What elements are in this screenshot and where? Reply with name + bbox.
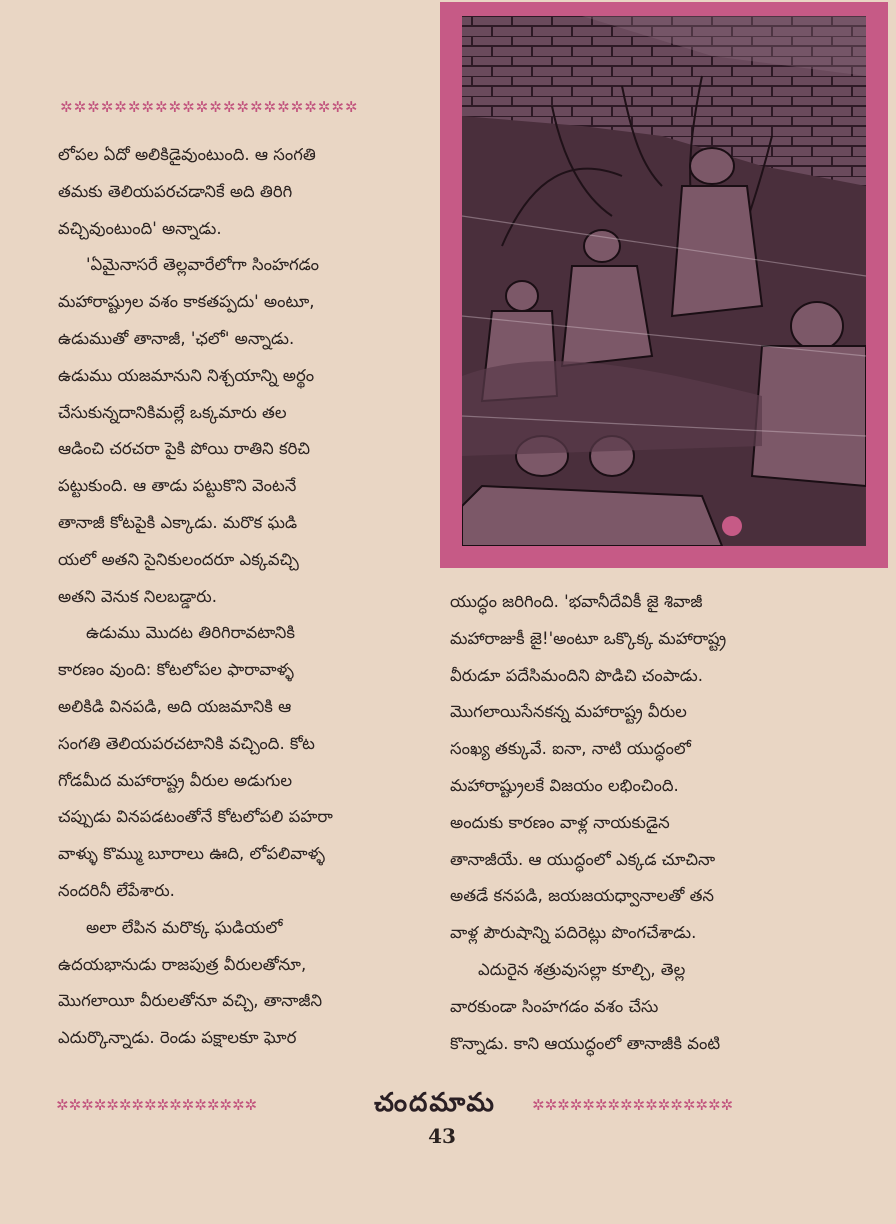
text-line: 'ఏమైనాసరే తెల్లవారేలోగా సింహగడం bbox=[86, 255, 319, 275]
illustration-frame bbox=[440, 2, 888, 568]
text-line: వీరుడూ పదేసిమందిని పొడిచి చంపాడు. bbox=[450, 665, 703, 685]
text-line: వచ్చివుంటుంది' అన్నాడు. bbox=[58, 218, 222, 238]
text-line: మహారాష్ట్రులకే విజయం లభించింది. bbox=[450, 775, 679, 795]
top-ornament-border: ✲✲✲✲✲✲✲✲✲✲✲✲✲✲✲✲✲✲✲✲✲✲ bbox=[60, 98, 359, 116]
text-line: ఉడుము యజమానుని నిశ్చయాన్ని అర్థం bbox=[58, 365, 315, 385]
text-line: వాళ్ల పౌరుషాన్ని పదిరెట్లు పొంగచేశాడు. bbox=[450, 923, 697, 943]
battle-illustration bbox=[462, 16, 866, 546]
text-line: యుద్ధం జరిగింది. 'భవానీదేవికీ జై శివాజీ bbox=[450, 592, 703, 611]
text-line: లోపల ఏదో అలికిడైవుంటుంది. ఆ సంగతి bbox=[58, 145, 316, 164]
text-line: వాళ్ళు కొమ్ము బూరాలు ఊది, లోపలివాళ్ళ bbox=[58, 844, 326, 864]
text-line: తానాజీ కోటపైకి ఎక్కాడు. మరొక ఘడి bbox=[58, 512, 298, 532]
text-line: వారకుండా సింహగడం వశం చేసు bbox=[450, 996, 659, 1016]
text-line: అలా లేపిన మరొక్క ఘడియలో bbox=[86, 917, 283, 937]
text-line: యలో అతని సైనికులందరూ ఎక్కవచ్చి bbox=[58, 549, 299, 569]
text-line: అతడే కనపడి, జయజయధ్వానాలతో తన bbox=[450, 886, 715, 906]
text-line: తానాజీయే. ఆ యుద్ధంలో ఎక్కడ చూచినా bbox=[450, 849, 716, 869]
text-line: కారణం వుంది: కోటలోపల ఫారావాళ్ళ bbox=[58, 660, 294, 680]
text-line: పట్టుకుంది. ఆ తాడు పట్టుకొని వెంటనే bbox=[58, 476, 297, 496]
text-line: చప్పుడు వినపడటంతోనే కోటలోపలి పహరా bbox=[58, 807, 333, 827]
page-footer bbox=[56, 1088, 816, 1128]
battle-scene-image bbox=[462, 16, 866, 546]
footer-ornament-left: ✲✲✲✲✲✲✲✲✲✲✲✲✲✲✲✲ bbox=[56, 1096, 258, 1114]
text-line: అతని వెనుక నిలబడ్డారు. bbox=[58, 586, 217, 606]
text-line: మహారాజుకీ జై!'అంటూ ఒక్కొక్క మహారాష్ట్ర bbox=[450, 628, 727, 648]
footer-ornament-right: ✲✲✲✲✲✲✲✲✲✲✲✲✲✲✲✲ bbox=[532, 1096, 734, 1114]
text-line: చేసుకున్నదానికిమల్లే ఒక్కమారు తల bbox=[58, 402, 287, 422]
text-line: ఎదురైన శత్రువుసల్లా కూల్చి, తెల్ల bbox=[478, 959, 686, 979]
right-text-column bbox=[450, 584, 830, 1062]
left-text-column bbox=[58, 137, 430, 1057]
text-line: సంగతి తెలియపరచటానికి వచ్చింది. కోట bbox=[58, 733, 315, 753]
text-line: నందరినీ లేపేశారు. bbox=[58, 880, 175, 900]
text-line: అలికిడి వినపడి, అది యజమానికి ఆ bbox=[58, 696, 292, 716]
text-line: మొగలాయిసేనకన్న మహారాష్ట్ర వీరుల bbox=[450, 702, 687, 722]
text-line: ఆడించి చరచరా పైకి పోయి రాతిని కరిచి bbox=[58, 439, 311, 459]
text-line: ఉదయభానుడు రాజపుత్ర వీరులతోనూ, bbox=[58, 954, 307, 974]
page-number: 43 bbox=[428, 1124, 456, 1148]
text-line: ఎదుర్కొన్నాడు. రెండు పక్షాలకూ ఘోర bbox=[58, 1028, 297, 1048]
text-line: తమకు తెలియపరచడానికే అది తిరిగి bbox=[58, 181, 293, 201]
text-line: అందుకు కారణం వాళ్ల నాయకుడైన bbox=[450, 812, 670, 832]
text-line: ఉడుము మొదట తిరిగిరావటానికి bbox=[86, 623, 296, 643]
text-line: మహారాష్ట్రుల వశం కాకతప్పదు' అంటూ, bbox=[58, 292, 315, 312]
magazine-title: చందమామ bbox=[374, 1088, 496, 1118]
text-line: సంఖ్య తక్కువే. ఐనా, నాటి యుద్ధంలో bbox=[450, 739, 691, 759]
text-line: గోడమీద మహారాష్ట్ర వీరుల అడుగుల bbox=[58, 770, 293, 790]
text-line: మొగలాయీ వీరులతోనూ వచ్చి, తానాజీని bbox=[58, 991, 323, 1011]
text-line: కొన్నాడు. కాని ఆయుద్ధంలో తానాజీకి వంటి bbox=[450, 1033, 721, 1053]
text-line: ఉడుముతో తానాజీ, 'ఛలో' అన్నాడు. bbox=[58, 328, 295, 348]
